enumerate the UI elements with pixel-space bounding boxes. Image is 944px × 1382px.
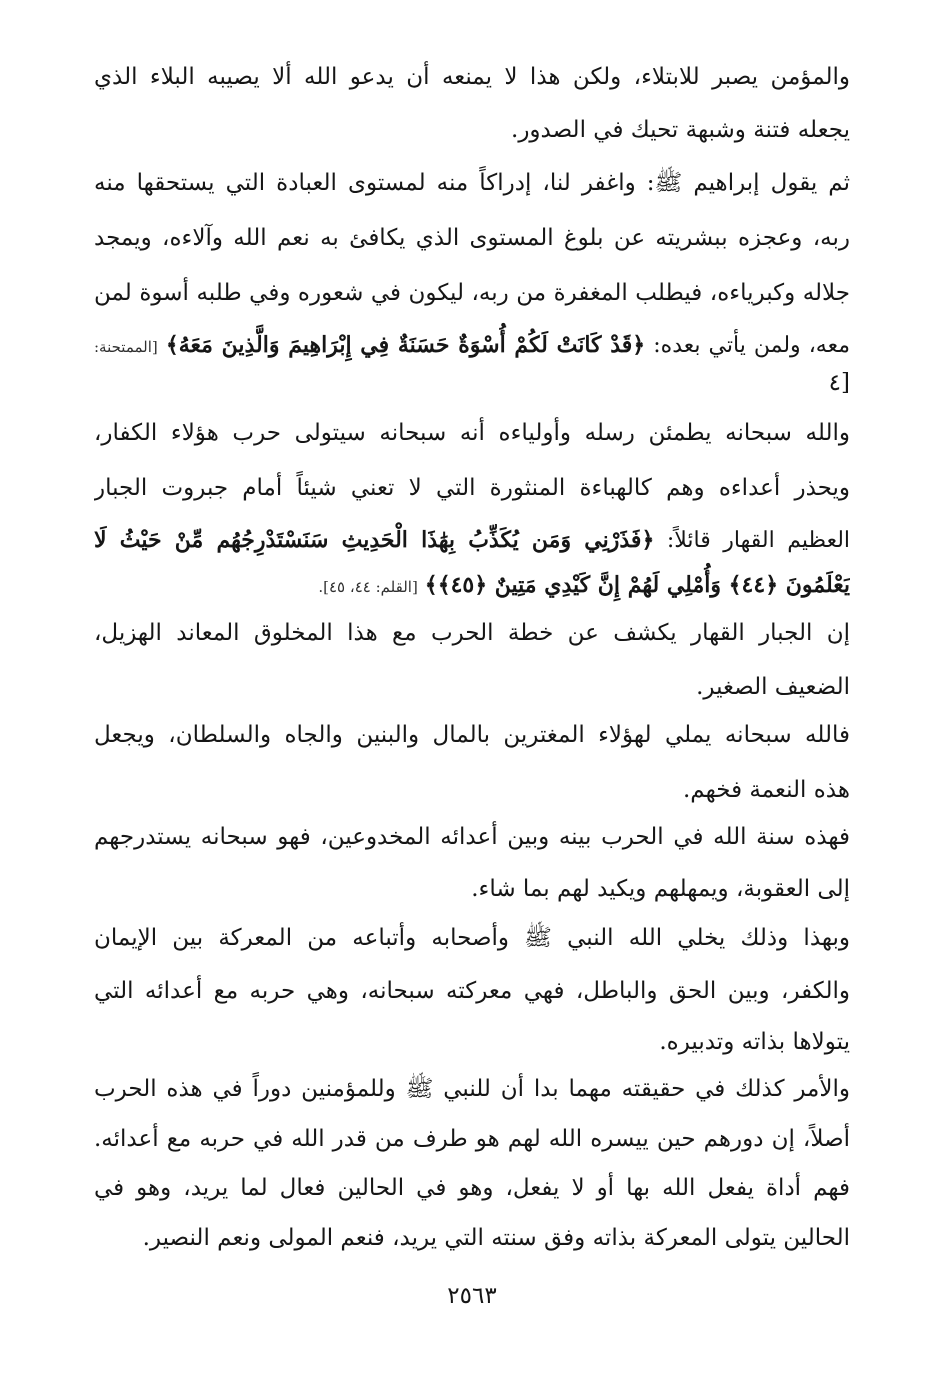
- text-line: ربه، وعجزه ببشريته عن بلوغ المستوى الذي يكافئ به نعم الله وآلاءه، ويمجد: [94, 225, 850, 251]
- text-line: الحالين يتولى المعركة بذاته وفق سنته التي يريد، فنعم المولى ونعم النصير.: [142, 1225, 850, 1251]
- text-line: والمؤمن يصبر للابتلاء، ولكن هذا لا يمنعه أن يدعو الله ألا يصيبه البلاء الذي: [94, 64, 850, 90]
- verse-line: [94, 560, 850, 610]
- text-line: أصلاً، إن دورهم حين ييسره الله لهم هو طرف من قدر الله في حربه مع أعدائه.: [94, 1126, 850, 1152]
- text-line: هذه النعمة فخهم.: [683, 777, 850, 803]
- quran-verse: ﴿قَدْ كَانَتْ لَكُمْ أُسْوَةٌ حَسَنَةٌ فِي إِبْرَاهِيمَ وَالَّذِينَ مَعَهُ﴾: [165, 332, 646, 358]
- text-line: إلى العقوبة، ويمهلهم ويكيد لهم بما شاء.: [471, 876, 850, 902]
- text-line: فالله سبحانه يملي لهؤلاء المغترين بالمال والبنين والجاه والسلطان، ويجعل: [94, 722, 850, 748]
- text-line: ثم يقول إبراهيم ﷺ: واغفر لنا، إدراكاً منه لمستوى العبادة التي يستحقها منه: [94, 170, 850, 196]
- text-segment: العظيم القهار قائلاً:: [666, 528, 850, 553]
- text-line: فهم أداة يفعل الله بها أو لا يفعل، وهو في الحالين فعال لما يريد، وهو في: [94, 1175, 850, 1201]
- text-line: جلاله وكبرياءه، فيطلب المغفرة من ربه، ليكون في شعوره وفي طلبه أسوة لمن: [94, 280, 850, 306]
- quran-verse: يَعْلَمُونَ ﴿٤٤﴾ وَأُمْلِي لَهُمْ إِنَّ كَيْدِي مَتِينٌ ﴿٤٥﴾﴾: [424, 572, 850, 598]
- text-line: والكفر، وبين الحق والباطل، فهي معركته سبحانه، وهي حربه مع أعدائه التي: [94, 978, 850, 1004]
- verse-reference: [الممتحنة:: [94, 338, 158, 356]
- verse-reference-continued: [٤: [828, 370, 850, 396]
- text-line: يتولاها بذاته وتدبيره.: [659, 1029, 850, 1055]
- text-line: فهذه سنة الله في الحرب بينه وبين أعدائه المخدوعين، فهو سبحانه يستدرجهم: [94, 824, 850, 850]
- text-line: ويحذر أعداءه وهم كالهباءة المنثورة التي لا تعني شيئاً أمام جبروت الجبار: [94, 475, 850, 501]
- page-number: ٢٥٦٣: [447, 1283, 497, 1309]
- text-line: وبهذا وذلك يخلي الله النبي ﷺ وأصحابه وأتباعه من المعركة بين الإيمان: [94, 925, 850, 951]
- text-line: والله سبحانه يطمئن رسله وأولياءه أنه سبحانه سيتولى حرب هؤلاء الكفار،: [94, 420, 850, 446]
- quran-verse: ﴿فَذَرْنِي وَمَن يُكَذِّبُ بِهَٰذَا الْحَدِيثِ سَنَسْتَدْرِجُهُم مِّنْ حَيْثُ لَا: [94, 527, 655, 553]
- text-line: والأمر كذلك في حقيقته مهما بدا أن للنبي ﷺ وللمؤمنين دوراً في هذه الحرب: [94, 1076, 850, 1102]
- text-line: يجعله فتنة وشبهة تحيك في الصدور.: [511, 117, 850, 143]
- text-line: الضعيف الصغير.: [696, 674, 850, 700]
- verse-reference: [القلم: ٤٤، ٤٥].: [318, 578, 418, 596]
- text-segment: معه، ولمن يأتي بعده:: [653, 333, 850, 358]
- text-line: إن الجبار القهار يكشف عن خطة الحرب مع هذا المخلوق المعاند الهزيل،: [94, 620, 850, 646]
- text-line-with-verse: [94, 515, 850, 565]
